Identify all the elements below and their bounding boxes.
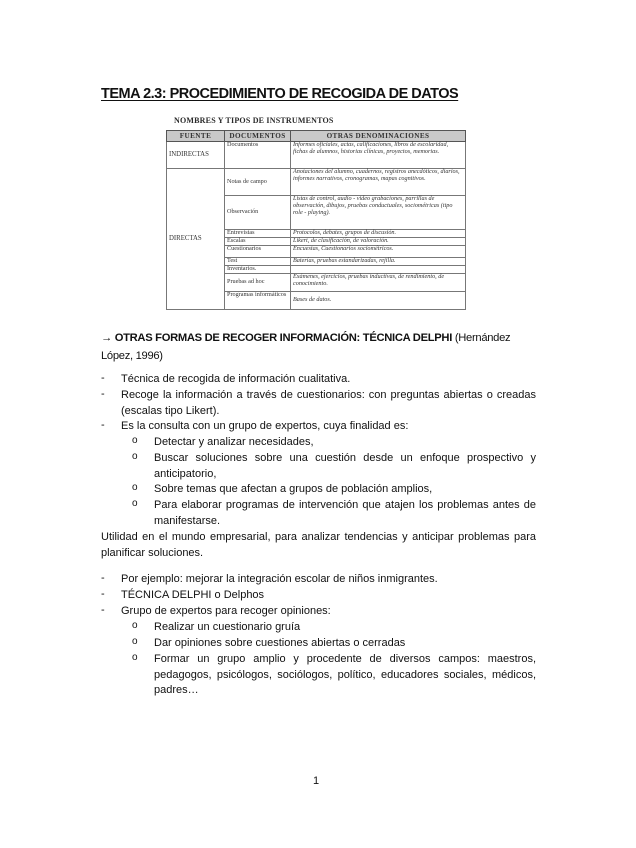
instruments-table — [166, 130, 466, 310]
paragraph: Utilidad en el mundo empresarial, para analizar tendencias y anticipar problemas para planificar soluciones. — [101, 531, 536, 559]
section-author: (Hernández López, 1996) — [101, 332, 511, 362]
table-cell-documento: Notas de campo — [225, 169, 291, 196]
table-row — [167, 169, 466, 196]
table-cell-fuente: DIRECTAS — [167, 169, 225, 310]
list-item: TÉCNICA DELPHI o Delphos — [121, 589, 265, 601]
dash-marker: - — [101, 388, 105, 400]
list-item: Por ejemplo: mejorar la integración escolar de niños inmigrantes. — [121, 573, 438, 585]
table-cell-fuente: INDIRECTAS — [167, 142, 225, 169]
table-row — [167, 142, 466, 169]
bullet-marker: o — [132, 620, 138, 631]
table-header-row — [167, 131, 466, 142]
page-title: TEMA 2.3: PROCEDIMIENTO DE RECOGIDA DE DATOS — [101, 86, 459, 102]
table-cell-documento: Inventarios. — [225, 265, 291, 273]
table-header-cell: OTRAS DENOMINACIONES — [291, 131, 466, 142]
sub-list-item: Realizar un cuestionario gruía — [154, 621, 301, 633]
dash-marker: - — [101, 572, 105, 584]
table-cell-otras: Bases de datos. — [291, 291, 466, 309]
table-cell-otras: Encuestas, Cuestionarios sociométricos. — [291, 245, 466, 257]
list-item: Grupo de expertos para recoger opiniones: — [121, 605, 331, 617]
bullet-marker: o — [132, 652, 138, 663]
dash-marker: - — [101, 372, 105, 384]
table-cell-otras: Likert, de clasificación, de valoración. — [291, 237, 466, 245]
table-cell-documento: Cuestionarios — [225, 245, 291, 257]
sub-list-item: Dar opiniones sobre cuestiones abiertas o cerradas — [154, 637, 406, 649]
figure-heading: NOMBRES Y TIPOS DE INSTRUMENTOS — [174, 116, 334, 125]
instruments-table-figure — [166, 116, 472, 322]
table-header-cell: DOCUMENTOS — [225, 131, 291, 142]
table-cell-otras: Informes oficiales, actas, calificaciones, libros de escolaridad, fichas de alumnos, historias clínicas, proyectos, memorias. — [291, 142, 466, 169]
table-cell-documento: Pruebas ad hoc — [225, 273, 291, 291]
bullet-marker: o — [132, 498, 138, 509]
table-cell-otras: Listas de control, audio - video grabaciones, parrillas de observación, dibujos, pruebas conductuales, sociométricas (tipo role - playing). — [291, 196, 466, 230]
bullet-marker: o — [132, 636, 138, 647]
list-item: Recoge la información a través de cuestionarios: con preguntas abiertas o creadas (escalas tipo Likert). — [121, 389, 536, 417]
list-item: Es la consulta con un grupo de expertos, cuya finalidad es: — [121, 420, 409, 432]
dash-marker: - — [101, 419, 105, 431]
table-cell-documento: Escalas — [225, 237, 291, 245]
table-cell-otras: Exámenes, ejercicios, pruebas inductivas, de rendimiento, de conocimiento. — [291, 273, 466, 291]
page-number: 1 — [313, 775, 320, 787]
bullet-marker: o — [132, 451, 138, 462]
table-cell-documento: Entrevistas — [225, 230, 291, 238]
table-header-cell: FUENTE — [167, 131, 225, 142]
dash-marker: - — [101, 604, 105, 616]
table-cell-documento: Documentos — [225, 142, 291, 169]
section-heading-text: OTRAS FORMAS DE RECOGER INFORMACIÓN: TÉCNICA DELPHI — [114, 332, 453, 344]
sub-list-item: Formar un grupo amplio y procedente de diversos campos: maestros, pedagogos, psicólogos, sociólogos, político, educadores sociales, médicos, padres… — [154, 653, 536, 697]
sub-list-item: Detectar y analizar necesidades, — [154, 436, 314, 448]
table-cell-documento: Test — [225, 257, 291, 265]
bullet-marker: o — [132, 482, 138, 493]
sub-list-item: Buscar soluciones sobre una cuestión desde un enfoque prospectivo y anticipatorio, — [154, 452, 536, 480]
table-cell-otras: Anotaciones del alumno, cuadernos, registros anecdóticos, diarios, informes narrativos, cronogramas, mapas cognitivos. — [291, 169, 466, 196]
dash-marker: - — [101, 588, 105, 600]
sub-list-item: Para elaborar programas de intervención que atajen los problemas antes de manifestarse. — [154, 499, 536, 527]
sub-list-item: Sobre temas que afectan a grupos de población amplios, — [154, 483, 433, 495]
arrow-icon: → — [101, 332, 112, 344]
table-cell-otras: Protocolos, debates, grupos de discusión. — [291, 230, 466, 238]
list-item: Técnica de recogida de información cualitativa. — [121, 373, 351, 385]
table-cell-otras: Baterías, pruebas estandarizadas, rejilla. — [291, 257, 466, 265]
table-cell-documento: Observación — [225, 196, 291, 230]
section-heading — [101, 329, 531, 365]
table-cell-documento: Programas informáticos — [225, 291, 291, 309]
bullet-marker: o — [132, 435, 138, 446]
